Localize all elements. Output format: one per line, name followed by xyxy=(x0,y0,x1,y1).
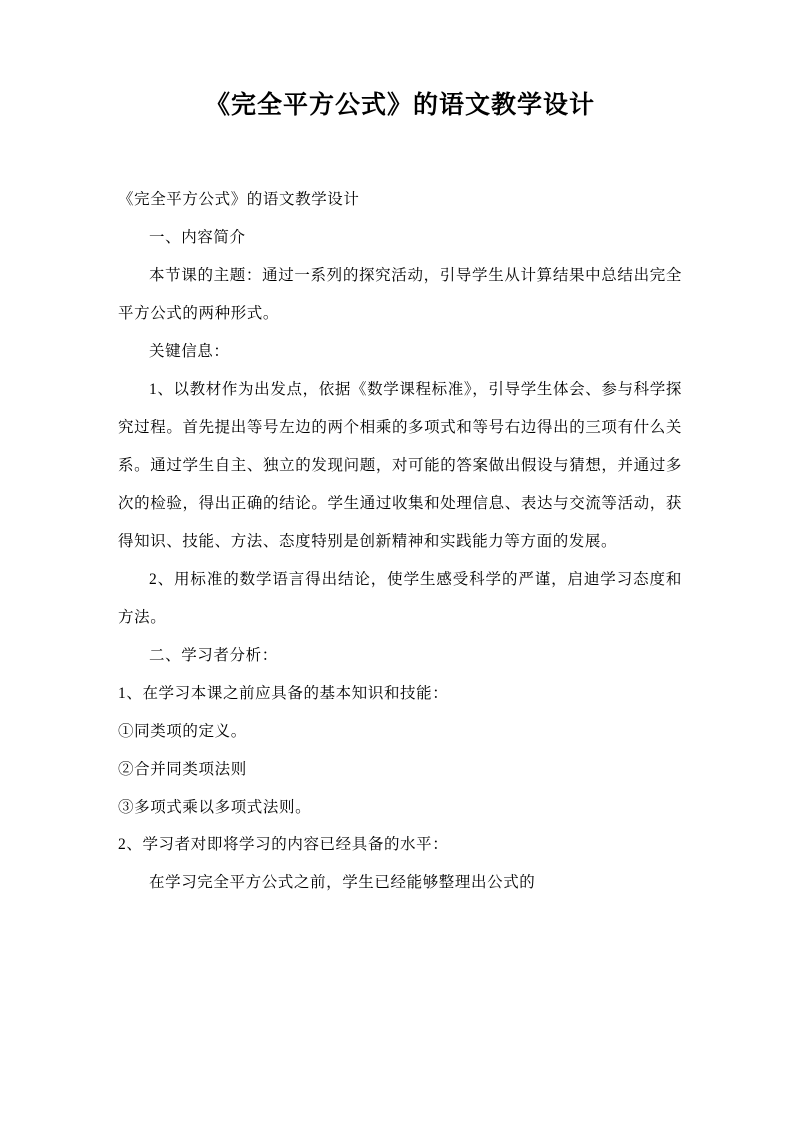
paragraph: 《完全平方公式》的语文教学设计 xyxy=(118,191,360,208)
paragraph: ②合并同类项法则 xyxy=(118,760,247,778)
paragraph: 1、以教材作为出发点，依据《数学课程标准》，引导学生体会、参与科学探究过程。首先提出等号左边的两个相乘的多项式和等号右边得出的三项有什么关系。通过学生自主、独立的发现问题，对可能的答案做出假设与猜想，并通过多次的检验，得出正确的结论。学生通过收集和处理信息、表达与交流等活动，获得知识、技能、方法、态度特别是创新精神和实践能力等方面的发展。 xyxy=(118,380,682,550)
paragraph: 二、学习者分析： xyxy=(149,646,278,664)
paragraph: 在学习完全平方公式之前，学生已经能够整理出公式的 xyxy=(149,874,536,892)
paragraph: 本节课的主题：通过一系列的探究活动，引导学生从计算结果中总结出完全平方公式的两种形式。 xyxy=(118,266,682,322)
paragraph: ①同类项的定义。 xyxy=(118,722,247,740)
paragraph: 1、在学习本课之前应具备的基本知识和技能： xyxy=(118,684,449,702)
paragraph: 一、内容简介 xyxy=(149,228,246,246)
paragraph: 关键信息： xyxy=(149,342,230,360)
paragraph: ③多项式乘以多项式法则。 xyxy=(118,798,312,816)
paragraph: 2、学习者对即将学习的内容已经具备的水平： xyxy=(118,836,449,854)
paragraph: 2、用标准的数学语言得出结论，使学生感受科学的严谨，启迪学习态度和方法。 xyxy=(118,570,682,626)
document-body xyxy=(118,181,682,902)
page-title: 《完全平方公式》的语文教学设计 xyxy=(204,92,595,119)
